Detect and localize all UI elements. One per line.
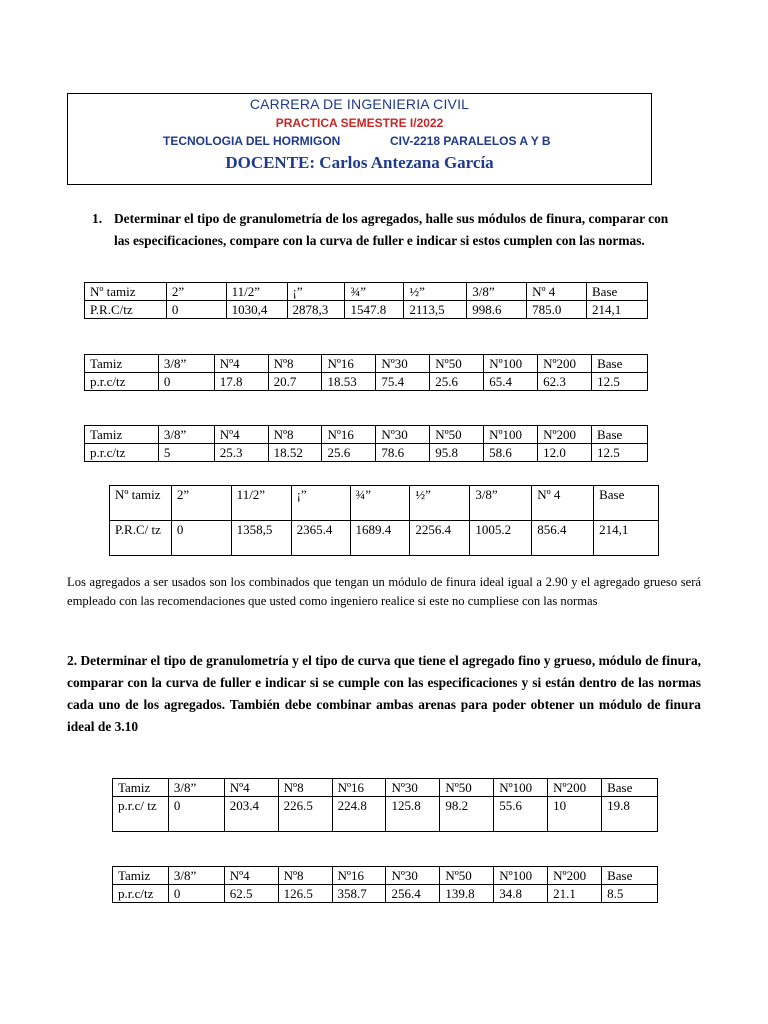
table-cell: 856.4 xyxy=(532,521,594,556)
table-cell: 0 xyxy=(171,521,231,556)
table-cell: Base xyxy=(587,283,648,301)
table-cell: 214,1 xyxy=(594,521,659,556)
table-cell: Nº8 xyxy=(278,867,332,885)
table-cell: 62.3 xyxy=(538,373,592,391)
table-cell: 0 xyxy=(168,885,224,903)
table-cell: Nº16 xyxy=(322,355,376,373)
table-cell: ¾” xyxy=(350,486,410,521)
table-cell: Tamiz xyxy=(113,867,169,885)
table-cell: 34.8 xyxy=(494,885,548,903)
table-cell: 3/8” xyxy=(168,779,224,797)
table-cell: 58.6 xyxy=(484,444,538,462)
table-cell: 214,1 xyxy=(587,301,648,319)
table-6-row xyxy=(113,885,658,903)
table-cell: 3/8” xyxy=(158,426,214,444)
table-cell: 19.8 xyxy=(602,797,658,832)
table-cell: 11/2” xyxy=(231,486,291,521)
table-cell: 2365.4 xyxy=(291,521,350,556)
table-cell: 2” xyxy=(166,283,226,301)
table-3 xyxy=(84,425,648,462)
table-6-header xyxy=(113,867,658,885)
question-1-number: 1. xyxy=(92,211,103,226)
table-cell: ¡” xyxy=(291,486,350,521)
table-cell: Nº30 xyxy=(386,867,440,885)
table-cell: 139.8 xyxy=(440,885,494,903)
table-cell: 2113,5 xyxy=(404,301,467,319)
table-cell: 78.6 xyxy=(376,444,430,462)
table-cell: Nº16 xyxy=(332,867,386,885)
table-cell: 1358,5 xyxy=(231,521,291,556)
table-cell: Nº50 xyxy=(440,779,494,797)
table-cell: Base xyxy=(592,355,648,373)
course-code: CIV-2218 PARALELOS A Y B xyxy=(390,134,551,148)
table-cell: 65.4 xyxy=(484,373,538,391)
table-cell: ¡” xyxy=(287,283,345,301)
table-cell: 18.52 xyxy=(268,444,322,462)
table-cell: Nº50 xyxy=(430,355,484,373)
table-cell: Nº tamiz xyxy=(110,486,172,521)
table-cell: 0 xyxy=(166,301,226,319)
table-cell: 12.5 xyxy=(592,444,648,462)
table-3-header xyxy=(85,426,648,444)
table-cell: 25.6 xyxy=(322,444,376,462)
table-cell: Nº 4 xyxy=(527,283,587,301)
table-cell: 3/8” xyxy=(168,867,224,885)
table-cell: 3/8” xyxy=(470,486,532,521)
teacher-name: DOCENTE: Carlos Antezana García xyxy=(225,153,494,172)
table-cell: Tamiz xyxy=(85,426,159,444)
table-4-header xyxy=(110,486,659,521)
table-cell: Tamiz xyxy=(113,779,169,797)
table-cell: Nº16 xyxy=(322,426,376,444)
table-cell: Nº4 xyxy=(224,867,278,885)
table-cell: 98.2 xyxy=(440,797,494,832)
table-cell: 785.0 xyxy=(527,301,587,319)
table-4 xyxy=(109,485,659,556)
table-cell: 1030,4 xyxy=(226,301,287,319)
table-4-row xyxy=(110,521,659,556)
table-cell: 256.4 xyxy=(386,885,440,903)
table-cell: 21.1 xyxy=(548,885,602,903)
table-cell: Base xyxy=(594,486,659,521)
table-6 xyxy=(112,866,658,903)
table-cell: p.r.c/tz xyxy=(85,373,159,391)
table-cell: Nº100 xyxy=(494,867,548,885)
table-cell: ½” xyxy=(410,486,470,521)
table-cell: 55.6 xyxy=(494,797,548,832)
table-cell: 2878,3 xyxy=(287,301,345,319)
table-cell: 25.6 xyxy=(430,373,484,391)
table-cell: 0 xyxy=(158,373,214,391)
table-cell: 18.53 xyxy=(322,373,376,391)
table-cell: Nº4 xyxy=(224,779,278,797)
table-cell: 126.5 xyxy=(278,885,332,903)
table-cell: ¾” xyxy=(345,283,404,301)
table-cell: P.R.C/tz xyxy=(85,301,167,319)
table-2-header xyxy=(85,355,648,373)
table-cell: Nº200 xyxy=(548,867,602,885)
table-cell: Nº16 xyxy=(332,779,386,797)
table-3-row xyxy=(85,444,648,462)
table-cell: Nº200 xyxy=(548,779,602,797)
course-name: TECNOLOGIA DEL HORMIGON xyxy=(163,134,341,148)
table-cell: Nº100 xyxy=(484,355,538,373)
table-cell: Nº 4 xyxy=(532,486,594,521)
table-cell: Base xyxy=(592,426,648,444)
table-cell: 2256.4 xyxy=(410,521,470,556)
table-cell: Nº tamiz xyxy=(85,283,167,301)
table-5-header xyxy=(113,779,658,797)
table-cell: 1689.4 xyxy=(350,521,410,556)
table-cell: ½” xyxy=(404,283,467,301)
table-cell: Nº100 xyxy=(484,426,538,444)
table-cell: Nº4 xyxy=(214,355,268,373)
table-cell: Tamiz xyxy=(85,355,159,373)
table-cell: 3/8” xyxy=(158,355,214,373)
table-cell: 25.3 xyxy=(214,444,268,462)
practice-title: PRACTICA SEMESTRE I/2022 xyxy=(275,116,444,130)
table-1-row xyxy=(85,301,648,319)
table-cell: 998.6 xyxy=(467,301,527,319)
table-cell: Nº30 xyxy=(376,426,430,444)
table-cell: Nº8 xyxy=(278,779,332,797)
table-cell: 12.5 xyxy=(592,373,648,391)
table-5-row xyxy=(113,797,658,832)
table-cell: 20.7 xyxy=(268,373,322,391)
table-cell: 125.8 xyxy=(386,797,440,832)
table-cell: 203.4 xyxy=(224,797,278,832)
table-cell: 358.7 xyxy=(332,885,386,903)
question-1-text: Determinar el tipo de granulometría de los agregados, halle sus módulos de finura, comparar con las especificaciones, compare con la curva de fuller e indicar si estos cumplen con las normas. xyxy=(114,211,669,248)
table-cell: Nº50 xyxy=(440,867,494,885)
table-cell: Nº50 xyxy=(430,426,484,444)
table-cell: Base xyxy=(602,779,658,797)
table-cell: 17.8 xyxy=(214,373,268,391)
table-cell: 226.5 xyxy=(278,797,332,832)
table-cell: 8.5 xyxy=(602,885,658,903)
table-cell: Base xyxy=(602,867,658,885)
table-cell: Nº100 xyxy=(494,779,548,797)
table-cell: Nº30 xyxy=(376,355,430,373)
table-cell: 5 xyxy=(158,444,214,462)
table-2-row xyxy=(85,373,648,391)
question-2: 2. Determinar el tipo de granulometría y el tipo de curva que tiene el agregado fino y grueso, módulo de finura, comparar con la curva de fuller e indicar si se cumple con las especificaciones y si están dentro de las normas cada uno de los agregados. También debe combinar ambas arenas para poder obtener un módulo de finura ideal de 3.10 xyxy=(67,653,701,734)
table-cell: P.R.C/ tz xyxy=(110,521,172,556)
table-cell: 12.0 xyxy=(538,444,592,462)
table-cell: Nº200 xyxy=(538,426,592,444)
table-cell: Nº200 xyxy=(538,355,592,373)
table-cell: 10 xyxy=(548,797,602,832)
table-cell: Nº8 xyxy=(268,355,322,373)
table-cell: 3/8” xyxy=(467,283,527,301)
table-cell: 62.5 xyxy=(224,885,278,903)
table-5 xyxy=(112,778,658,832)
table-1-header xyxy=(85,283,648,301)
table-1 xyxy=(84,282,648,319)
table-cell: 75.4 xyxy=(376,373,430,391)
table-cell: 1547.8 xyxy=(345,301,404,319)
table-cell: 11/2” xyxy=(226,283,287,301)
table-cell: Nº8 xyxy=(268,426,322,444)
table-cell: p.r.c/ tz xyxy=(113,797,169,832)
table-cell: p.r.c/tz xyxy=(113,885,169,903)
table-cell: 0 xyxy=(168,797,224,832)
table-2 xyxy=(84,354,648,391)
table-cell: Nº30 xyxy=(386,779,440,797)
header-box xyxy=(67,93,652,185)
combination-note: Los agregados a ser usados son los combinados que tengan un módulo de finura ideal igual a 2.90 y el agregado grueso será empleado con las recomendaciones que usted como ingeniero realice si este no cumpliese con las normas xyxy=(67,575,701,608)
table-cell: p.r.c/tz xyxy=(85,444,159,462)
table-cell: 224.8 xyxy=(332,797,386,832)
table-cell: Nº4 xyxy=(214,426,268,444)
table-cell: 95.8 xyxy=(430,444,484,462)
career-title: CARRERA DE INGENIERIA CIVIL xyxy=(249,96,470,112)
table-cell: 1005.2 xyxy=(470,521,532,556)
table-cell: 2” xyxy=(171,486,231,521)
